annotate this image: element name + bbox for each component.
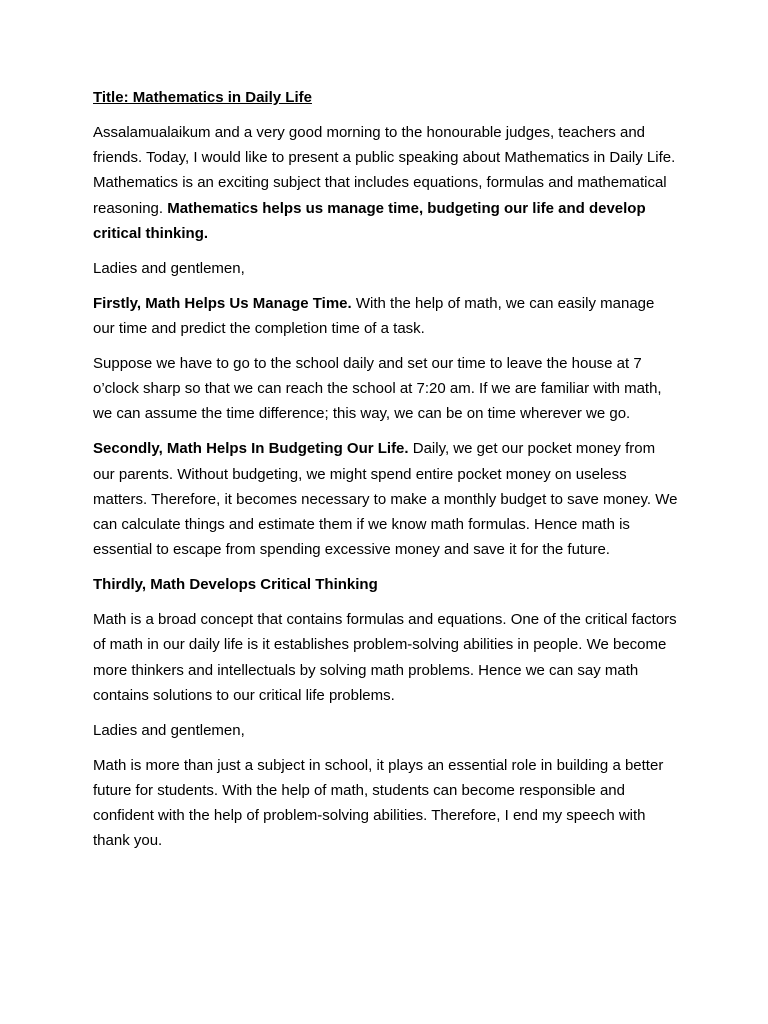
greeting-paragraph-2: Ladies and gentlemen, xyxy=(93,721,245,739)
conclusion-paragraph: Math is more than just a subject in school, it plays an essential role in building a better future for students. With the help of math, students can become responsible and confident with the help of problem-solving abilities. Therefore, I end my speech with thank you. xyxy=(93,756,664,850)
document-title: Title: Mathematics in Daily Life xyxy=(93,89,312,106)
point-1-text: With the help of math, we can easily manage our time and predict the completion time of a task. xyxy=(93,294,655,338)
intro-paragraph xyxy=(93,120,678,246)
point-2-heading: Secondly, Math Helps In Budgeting Our Life. xyxy=(93,440,409,458)
point-1-example-paragraph: Suppose we have to go to the school daily and set our time to leave the house at 7 o’clock sharp so that we can reach the school at 7:20 am. If we are familiar with math, we can assume the time difference; this way, we can be on time wherever we go. xyxy=(93,355,662,423)
intro-text: Assalamualaikum and a very good morning to the honourable judges, teachers and friends. Today, I would like to present a public speaking about Mathematics in Daily Life. Mathematics is an exciting subject that includes equations, formulas and mathematical reasoning. xyxy=(93,124,676,217)
point-2-text: Daily, we get our pocket money from our parents. Without budgeting, we might spend entire pocket money on useless matters. Therefore, it becomes necessary to make a monthly budget to save money. We can calculate things and estimate them if we know math formulas. Hence math is essential to escape from spending excessive money and save it for the future. xyxy=(93,440,678,559)
point-2-paragraph xyxy=(93,436,678,562)
greeting-paragraph-1: Ladies and gentlemen, xyxy=(93,259,245,277)
point-3-heading: Thirdly, Math Develops Critical Thinking xyxy=(93,576,378,594)
point-1-paragraph xyxy=(93,291,678,341)
point-1-heading: Firstly, Math Helps Us Manage Time. xyxy=(93,294,352,312)
point-3-paragraph: Math is a broad concept that contains formulas and equations. One of the critical factors of math in our daily life is it establishes problem-solving abilities in people. We become more thinkers and intellectuals by solving math problems. Hence we can say math contains solutions to our critical life problems. xyxy=(93,611,677,704)
point-3-heading-paragraph xyxy=(93,572,678,597)
intro-bold-text: Mathematics helps us manage time, budgeting our life and develop critical thinking. xyxy=(93,199,646,242)
